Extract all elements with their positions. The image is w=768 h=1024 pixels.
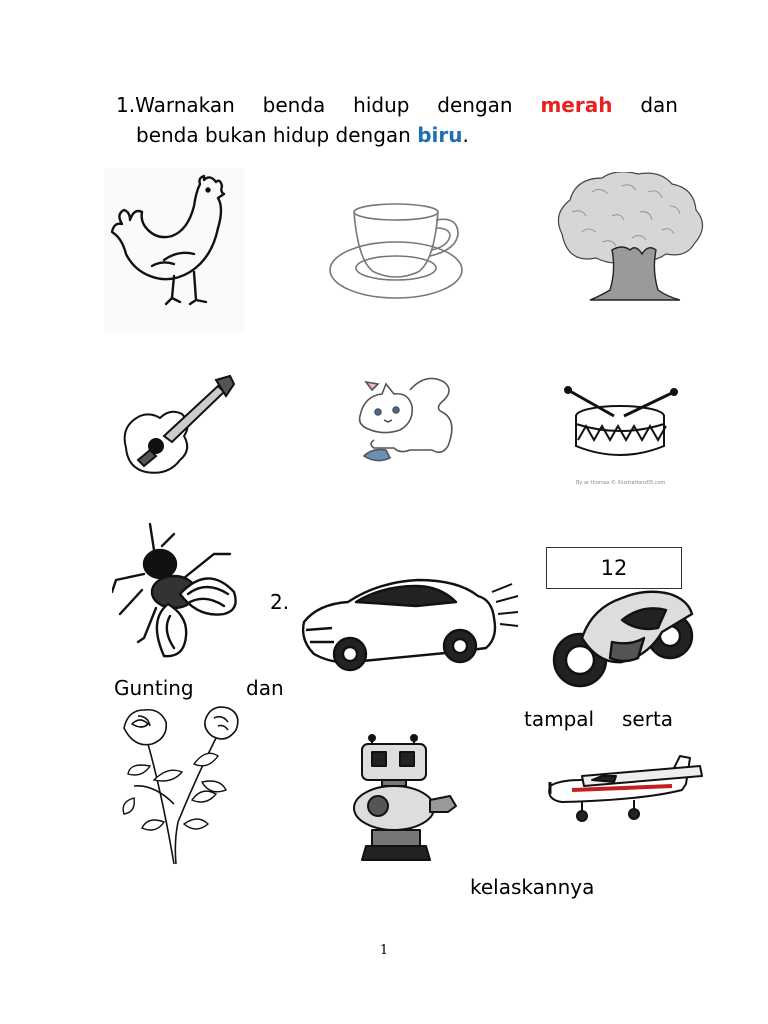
teacup-icon	[328, 198, 468, 303]
word-benda: benda	[262, 93, 326, 117]
fly-icon	[112, 520, 240, 658]
guitar-icon	[116, 372, 240, 488]
question-1-number-and-first-word: 1.Warnakan	[116, 93, 235, 117]
drum-caption: By ar thomas © illustrations05.com	[576, 480, 666, 486]
dan-word: dan	[246, 676, 284, 700]
car-icon	[296, 570, 520, 678]
tree-icon	[552, 172, 704, 304]
blue-word: biru	[417, 123, 463, 147]
kitten-icon	[350, 372, 462, 472]
rose-icon	[114, 704, 242, 872]
airplane-icon	[542, 752, 710, 832]
tampal-word: tampal	[524, 707, 595, 731]
robot-icon	[338, 734, 462, 864]
page-number: 1	[379, 943, 389, 958]
word-hidup: hidup	[353, 93, 410, 117]
drum-icon	[562, 380, 680, 486]
question-1	[116, 90, 678, 150]
page-box: 12	[546, 547, 682, 589]
serta-word: serta	[622, 707, 674, 731]
motorcycle-icon	[552, 580, 700, 696]
gunting-word: Gunting	[114, 676, 194, 700]
word-dengan: dengan	[437, 93, 513, 117]
chicken-icon	[104, 168, 244, 333]
kelaskannya-word: kelaskannya	[470, 875, 595, 899]
question-2-number: 2.	[270, 590, 290, 614]
red-word: merah	[540, 93, 613, 117]
question-1-line-1	[116, 90, 678, 120]
question-1-line-2: benda bukan hidup dengan biru.	[136, 123, 469, 147]
word-dan: dan	[640, 93, 678, 117]
